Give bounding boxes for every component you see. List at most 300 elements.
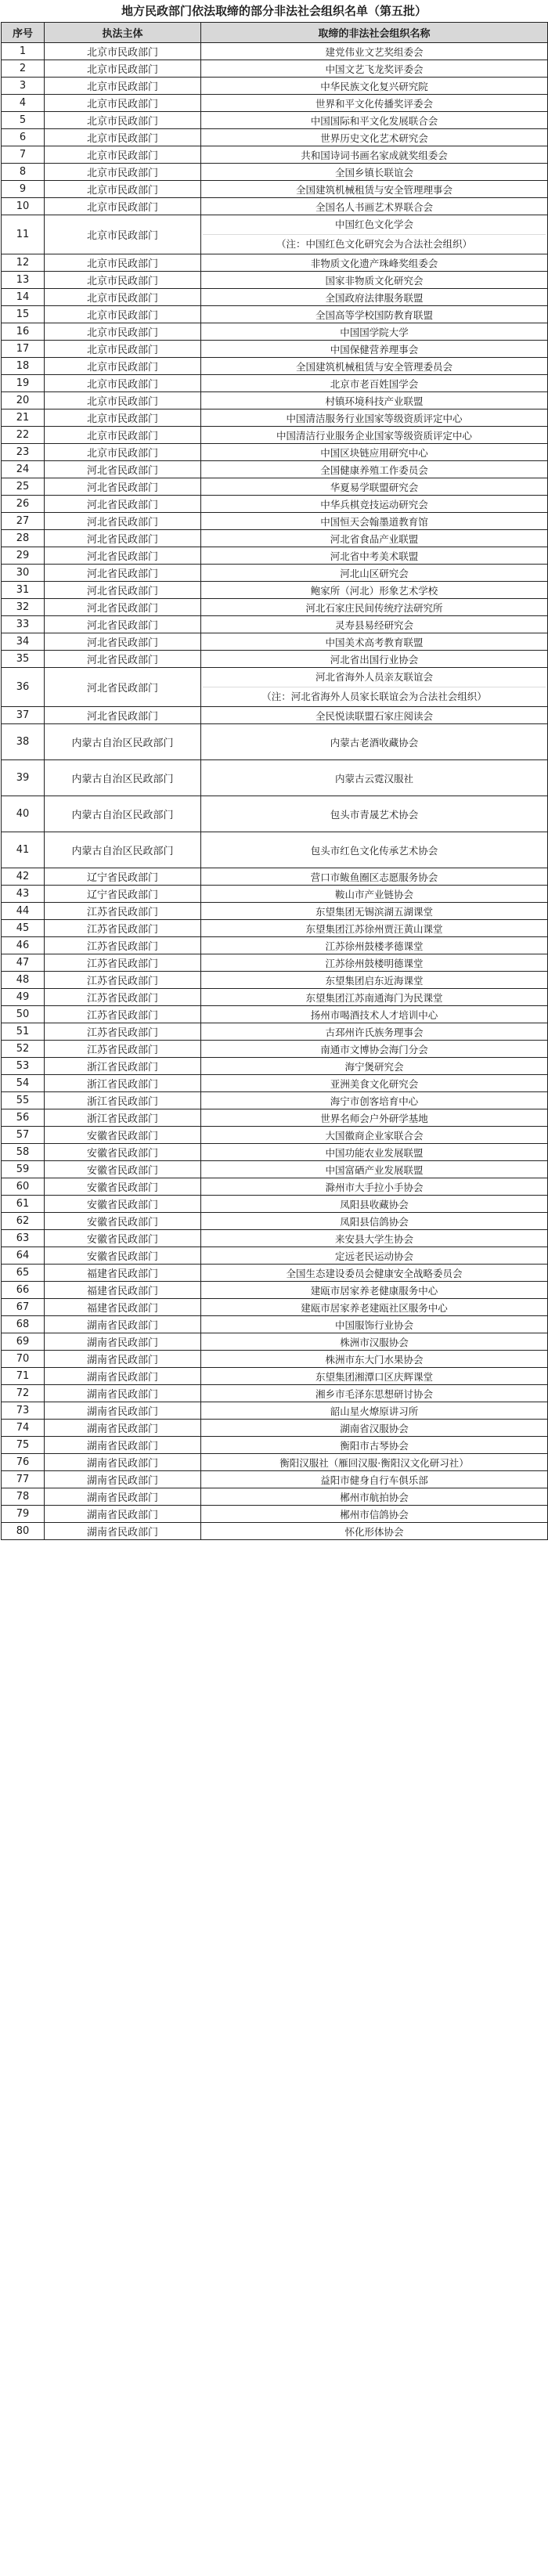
organization-name: 中国富硒产业发展联盟 <box>201 1161 548 1178</box>
enforcement-subject: 北京市民政部门 <box>45 95 201 112</box>
enforcement-subject: 安徽省民政部门 <box>45 1178 201 1196</box>
table-row <box>2 198 548 215</box>
row-number: 49 <box>2 989 45 1006</box>
enforcement-subject: 湖南省民政部门 <box>45 1333 201 1351</box>
row-number: 21 <box>2 409 45 427</box>
table-row <box>2 146 548 164</box>
row-number: 53 <box>2 1058 45 1075</box>
table-row <box>2 954 548 972</box>
row-number: 44 <box>2 903 45 920</box>
row-number: 66 <box>2 1282 45 1299</box>
organization-name: 郴州市航拍协会 <box>201 1488 548 1506</box>
table-row <box>2 1523 548 1540</box>
enforcement-subject: 江苏省民政部门 <box>45 1006 201 1023</box>
organization-name: 中国国学院大学 <box>201 323 548 341</box>
enforcement-subject: 内蒙古自治区民政部门 <box>45 832 201 868</box>
table-row <box>2 565 548 582</box>
enforcement-subject: 湖南省民政部门 <box>45 1316 201 1333</box>
enforcement-subject: 内蒙古自治区民政部门 <box>45 796 201 832</box>
row-number: 30 <box>2 565 45 582</box>
enforcement-subject: 河北省民政部门 <box>45 461 201 478</box>
organization-name: 中国清洁服务行业国家等级资质评定中心 <box>201 409 548 427</box>
row-number: 10 <box>2 198 45 215</box>
row-number: 20 <box>2 392 45 409</box>
enforcement-subject: 北京市民政部门 <box>45 409 201 427</box>
table-row <box>2 668 548 707</box>
organization-name: 包头市青晟艺术协会 <box>201 796 548 832</box>
row-number: 12 <box>2 254 45 272</box>
organization-name: 全国政府法律服务联盟 <box>201 289 548 306</box>
row-number: 56 <box>2 1109 45 1127</box>
organization-name: 世界历史文化艺术研究会 <box>201 129 548 146</box>
table-row <box>2 989 548 1006</box>
organization-name: 东望集团江苏徐州贾汪黄山课堂 <box>201 920 548 937</box>
organization-name: 中华民族文化复兴研究院 <box>201 78 548 95</box>
enforcement-subject: 湖南省民政部门 <box>45 1488 201 1506</box>
row-number: 37 <box>2 707 45 724</box>
organization-name: 全国建筑机械租赁与安全管理理事会 <box>201 181 548 198</box>
organization-name: 全民悦读联盟石家庄阅读会 <box>201 707 548 724</box>
table-row <box>2 707 548 724</box>
organization-name: 江苏徐州鼓楼明德课堂 <box>201 954 548 972</box>
enforcement-subject: 北京市民政部门 <box>45 444 201 461</box>
enforcement-subject: 湖南省民政部门 <box>45 1523 201 1540</box>
table-row <box>2 796 548 832</box>
organization-name: 大国徽商企业家联合会 <box>201 1127 548 1144</box>
row-number: 19 <box>2 375 45 392</box>
enforcement-subject: 北京市民政部门 <box>45 129 201 146</box>
enforcement-subject: 北京市民政部门 <box>45 306 201 323</box>
row-number: 55 <box>2 1092 45 1109</box>
enforcement-subject: 河北省民政部门 <box>45 651 201 668</box>
table-row <box>2 1109 548 1127</box>
table-row <box>2 1144 548 1161</box>
table-row <box>2 530 548 547</box>
row-number: 69 <box>2 1333 45 1351</box>
table-row <box>2 444 548 461</box>
organization-name: 中国红色文化学会 <box>334 218 413 230</box>
row-number: 3 <box>2 78 45 95</box>
enforcement-subject: 北京市民政部门 <box>45 289 201 306</box>
enforcement-subject: 江苏省民政部门 <box>45 1041 201 1058</box>
organization-name: 南通市文博协会海门分会 <box>201 1041 548 1058</box>
row-number: 18 <box>2 358 45 375</box>
table-row <box>2 1247 548 1265</box>
row-number: 65 <box>2 1265 45 1282</box>
organization-note: （注：中国红色文化研究会为合法社会组织） <box>203 234 546 254</box>
enforcement-subject: 河北省民政部门 <box>45 478 201 496</box>
row-number: 60 <box>2 1178 45 1196</box>
row-number: 31 <box>2 582 45 599</box>
table-row <box>2 724 548 760</box>
enforcement-subject: 河北省民政部门 <box>45 707 201 724</box>
organization-name: 中国美术高考教育联盟 <box>201 633 548 651</box>
organization-name: 河北省海外人员亲友联谊会 <box>315 671 433 683</box>
row-number: 50 <box>2 1006 45 1023</box>
table-row <box>2 1023 548 1041</box>
enforcement-subject: 湖南省民政部门 <box>45 1385 201 1402</box>
enforcement-subject: 安徽省民政部门 <box>45 1144 201 1161</box>
organization-name: 定远老民运动协会 <box>201 1247 548 1265</box>
organization-name: 村镇环境科技产业联盟 <box>201 392 548 409</box>
table-row <box>2 1437 548 1454</box>
table-row <box>2 582 548 599</box>
organization-name: 河北省中考美术联盟 <box>201 547 548 565</box>
table-row <box>2 358 548 375</box>
row-number: 71 <box>2 1368 45 1385</box>
row-number: 22 <box>2 427 45 444</box>
enforcement-subject: 辽宁省民政部门 <box>45 868 201 886</box>
enforcement-subject: 河北省民政部门 <box>45 513 201 530</box>
organization-name: 鲍家所（河北）形象艺术学校 <box>201 582 548 599</box>
row-number: 78 <box>2 1488 45 1506</box>
table-row <box>2 760 548 796</box>
row-number: 74 <box>2 1420 45 1437</box>
table-row <box>2 1506 548 1523</box>
row-number: 52 <box>2 1041 45 1058</box>
table-row <box>2 1420 548 1437</box>
organization-name: 世界名师会户外研学基地 <box>201 1109 548 1127</box>
organization-name: 内蒙古老酒收藏协会 <box>201 724 548 760</box>
row-number: 5 <box>2 112 45 129</box>
header-subject: 执法主体 <box>45 23 201 43</box>
table-row <box>2 1402 548 1420</box>
organization-name: 东望集团无锡滨湖五湖课堂 <box>201 903 548 920</box>
table-row <box>2 1075 548 1092</box>
table-row <box>2 215 548 254</box>
organization-name: 来安县大学生协会 <box>201 1230 548 1247</box>
table-row <box>2 1230 548 1247</box>
organization-cell <box>201 668 548 707</box>
table-row <box>2 496 548 513</box>
row-number: 68 <box>2 1316 45 1333</box>
row-number: 1 <box>2 43 45 60</box>
table-row <box>2 1454 548 1471</box>
enforcement-subject: 安徽省民政部门 <box>45 1161 201 1178</box>
organization-name: 建党伟业文艺奖组委会 <box>201 43 548 60</box>
table-row <box>2 547 548 565</box>
organization-name: 海宁煲研究会 <box>201 1058 548 1075</box>
organization-name: 凤阳县信鸽协会 <box>201 1213 548 1230</box>
table-row <box>2 112 548 129</box>
organization-name: 株洲市汉服协会 <box>201 1333 548 1351</box>
organization-name: 中国服饰行业协会 <box>201 1316 548 1333</box>
enforcement-subject: 安徽省民政部门 <box>45 1213 201 1230</box>
row-number: 23 <box>2 444 45 461</box>
row-number: 42 <box>2 868 45 886</box>
header-org: 取缔的非法社会组织名称 <box>201 23 548 43</box>
organization-name: 湖南省汉服协会 <box>201 1420 548 1437</box>
enforcement-subject: 湖南省民政部门 <box>45 1506 201 1523</box>
organization-name: 中国恒天会翰墨道教育馆 <box>201 513 548 530</box>
enforcement-subject: 安徽省民政部门 <box>45 1196 201 1213</box>
enforcement-subject: 北京市民政部门 <box>45 78 201 95</box>
table-row <box>2 651 548 668</box>
table-row <box>2 272 548 289</box>
enforcement-subject: 湖南省民政部门 <box>45 1402 201 1420</box>
enforcement-subject: 河北省民政部门 <box>45 633 201 651</box>
organization-name: 湘乡市毛泽东思想研讨协会 <box>201 1385 548 1402</box>
organization-name: 株洲市东大门水果协会 <box>201 1351 548 1368</box>
document-title: 地方民政部门依法取缔的部分非法社会组织名单（第五批） <box>121 4 427 18</box>
enforcement-subject: 安徽省民政部门 <box>45 1230 201 1247</box>
row-number: 61 <box>2 1196 45 1213</box>
enforcement-subject: 江苏省民政部门 <box>45 954 201 972</box>
table-row <box>2 972 548 989</box>
table-row <box>2 43 548 60</box>
enforcement-subject: 湖南省民政部门 <box>45 1454 201 1471</box>
organization-name: 河北省食品产业联盟 <box>201 530 548 547</box>
table-row <box>2 1488 548 1506</box>
organization-name: 建瓯市居家养老建瓯社区服务中心 <box>201 1299 548 1316</box>
table-row <box>2 1351 548 1368</box>
organization-name: 全国高等学校国防教育联盟 <box>201 306 548 323</box>
enforcement-subject: 福建省民政部门 <box>45 1265 201 1282</box>
table-row <box>2 1041 548 1058</box>
enforcement-subject: 北京市民政部门 <box>45 60 201 78</box>
table-row <box>2 1196 548 1213</box>
row-number: 75 <box>2 1437 45 1454</box>
row-number: 67 <box>2 1299 45 1316</box>
organization-name: 河北石家庄民间传统疗法研究所 <box>201 599 548 616</box>
organization-name: 海宁市创客培育中心 <box>201 1092 548 1109</box>
enforcement-subject: 浙江省民政部门 <box>45 1058 201 1075</box>
table-row <box>2 1058 548 1075</box>
table-row <box>2 1265 548 1282</box>
row-number: 13 <box>2 272 45 289</box>
organization-name: 东望集团启东近海课堂 <box>201 972 548 989</box>
row-number: 57 <box>2 1127 45 1144</box>
organization-name: 营口市鲅鱼圈区志愿服务协会 <box>201 868 548 886</box>
enforcement-subject: 河北省民政部门 <box>45 547 201 565</box>
organization-name: 全国健康养殖工作委员会 <box>201 461 548 478</box>
enforcement-subject: 北京市民政部门 <box>45 254 201 272</box>
enforcement-subject: 湖南省民政部门 <box>45 1471 201 1488</box>
organization-name: 全国名人书画艺术界联合会 <box>201 198 548 215</box>
table-row <box>2 903 548 920</box>
row-number: 39 <box>2 760 45 796</box>
table-row <box>2 306 548 323</box>
enforcement-subject: 河北省民政部门 <box>45 530 201 547</box>
table-row <box>2 1178 548 1196</box>
organization-name: 灵寿县易经研究会 <box>201 616 548 633</box>
row-number: 9 <box>2 181 45 198</box>
table-row <box>2 323 548 341</box>
enforcement-subject: 北京市民政部门 <box>45 198 201 215</box>
organization-name: 全国生态建设委员会健康安全战略委员会 <box>201 1265 548 1282</box>
row-number: 76 <box>2 1454 45 1471</box>
organization-name: 全国乡镇长联谊会 <box>201 164 548 181</box>
table-row <box>2 1127 548 1144</box>
organization-name: 中国区块链应用研究中心 <box>201 444 548 461</box>
enforcement-subject: 安徽省民政部门 <box>45 1127 201 1144</box>
organization-name: 非物质文化遗产珠峰奖组委会 <box>201 254 548 272</box>
organization-name: 凤阳县收藏协会 <box>201 1196 548 1213</box>
table-row <box>2 868 548 886</box>
table-row <box>2 633 548 651</box>
organization-name: 郴州市信鸽协会 <box>201 1506 548 1523</box>
enforcement-subject: 湖南省民政部门 <box>45 1368 201 1385</box>
enforcement-subject: 内蒙古自治区民政部门 <box>45 724 201 760</box>
table-header <box>2 23 548 43</box>
table-row <box>2 1316 548 1333</box>
row-number: 35 <box>2 651 45 668</box>
table-row <box>2 129 548 146</box>
table-row <box>2 478 548 496</box>
row-number: 79 <box>2 1506 45 1523</box>
table-row <box>2 1385 548 1402</box>
enforcement-subject: 北京市民政部门 <box>45 112 201 129</box>
table-row <box>2 1161 548 1178</box>
table-row <box>2 920 548 937</box>
row-number: 7 <box>2 146 45 164</box>
row-number: 73 <box>2 1402 45 1420</box>
organization-name: 衡阳市古琴协会 <box>201 1437 548 1454</box>
row-number: 11 <box>2 215 45 254</box>
organization-name: 东望集团江苏南通海门为民课堂 <box>201 989 548 1006</box>
organization-name: 世界和平文化传播奖评委会 <box>201 95 548 112</box>
row-number: 59 <box>2 1161 45 1178</box>
table-row <box>2 375 548 392</box>
enforcement-subject: 江苏省民政部门 <box>45 937 201 954</box>
row-number: 28 <box>2 530 45 547</box>
organization-name: 共和国诗词书画名家成就奖组委会 <box>201 146 548 164</box>
enforcement-subject: 江苏省民政部门 <box>45 920 201 937</box>
organization-name: 河北山区研究会 <box>201 565 548 582</box>
enforcement-subject: 湖南省民政部门 <box>45 1437 201 1454</box>
row-number: 54 <box>2 1075 45 1092</box>
row-number: 43 <box>2 886 45 903</box>
enforcement-subject: 北京市民政部门 <box>45 43 201 60</box>
row-number: 33 <box>2 616 45 633</box>
row-number: 17 <box>2 341 45 358</box>
organization-name: 益阳市健身自行车俱乐部 <box>201 1471 548 1488</box>
row-number: 4 <box>2 95 45 112</box>
organization-name: 华夏易学联盟研究会 <box>201 478 548 496</box>
table-row <box>2 1368 548 1385</box>
table-row <box>2 392 548 409</box>
organization-name: 古邳州许氏族务理事会 <box>201 1023 548 1041</box>
table-row <box>2 409 548 427</box>
row-number: 2 <box>2 60 45 78</box>
row-number: 32 <box>2 599 45 616</box>
organization-name: 江苏徐州鼓楼孝德课堂 <box>201 937 548 954</box>
enforcement-subject: 河北省民政部门 <box>45 496 201 513</box>
table-row <box>2 937 548 954</box>
enforcement-subject: 河北省民政部门 <box>45 616 201 633</box>
enforcement-subject: 湖南省民政部门 <box>45 1351 201 1368</box>
row-number: 38 <box>2 724 45 760</box>
table-row <box>2 254 548 272</box>
enforcement-subject: 北京市民政部门 <box>45 323 201 341</box>
organization-cell <box>201 215 548 254</box>
enforcement-subject: 浙江省民政部门 <box>45 1109 201 1127</box>
enforcement-subject: 辽宁省民政部门 <box>45 886 201 903</box>
organization-name: 中国功能农业发展联盟 <box>201 1144 548 1161</box>
enforcement-subject: 江苏省民政部门 <box>45 972 201 989</box>
row-number: 6 <box>2 129 45 146</box>
enforcement-subject: 北京市民政部门 <box>45 181 201 198</box>
enforcement-subject: 江苏省民政部门 <box>45 903 201 920</box>
table-row <box>2 60 548 78</box>
table-row <box>2 95 548 112</box>
table-row <box>2 181 548 198</box>
row-number: 29 <box>2 547 45 565</box>
table-row <box>2 513 548 530</box>
row-number: 24 <box>2 461 45 478</box>
enforcement-subject: 河北省民政部门 <box>45 599 201 616</box>
row-number: 25 <box>2 478 45 496</box>
organization-name: 中国清洁行业服务企业国家等级资质评定中心 <box>201 427 548 444</box>
row-number: 63 <box>2 1230 45 1247</box>
row-number: 8 <box>2 164 45 181</box>
table-row <box>2 1471 548 1488</box>
enforcement-subject: 河北省民政部门 <box>45 565 201 582</box>
enforcement-subject: 江苏省民政部门 <box>45 989 201 1006</box>
enforcement-subject: 北京市民政部门 <box>45 392 201 409</box>
row-number: 51 <box>2 1023 45 1041</box>
enforcement-subject: 湖南省民政部门 <box>45 1420 201 1437</box>
organization-name: 滁州市大手拉小手协会 <box>201 1178 548 1196</box>
table-row <box>2 599 548 616</box>
table-row <box>2 1333 548 1351</box>
table-body <box>2 43 548 1540</box>
enforcement-subject: 河北省民政部门 <box>45 582 201 599</box>
organization-name: 中国保健营养理事会 <box>201 341 548 358</box>
organization-name: 东望集团湘潭口区庆辉课堂 <box>201 1368 548 1385</box>
enforcement-subject: 浙江省民政部门 <box>45 1092 201 1109</box>
organization-name: 中国国际和平文化发展联合会 <box>201 112 548 129</box>
table-row <box>2 1299 548 1316</box>
organization-name: 中华兵棋竞技运动研究会 <box>201 496 548 513</box>
organization-name: 包头市红色文化传承艺术协会 <box>201 832 548 868</box>
enforcement-subject: 北京市民政部门 <box>45 215 201 254</box>
table-row <box>2 78 548 95</box>
table-row <box>2 461 548 478</box>
organization-table <box>1 22 548 1540</box>
organization-name: 扬州市喝酒技术人才培训中心 <box>201 1006 548 1023</box>
organization-name: 全国建筑机械租赁与安全管理委员会 <box>201 358 548 375</box>
enforcement-subject: 安徽省民政部门 <box>45 1247 201 1265</box>
row-number: 48 <box>2 972 45 989</box>
table-row <box>2 886 548 903</box>
row-number: 47 <box>2 954 45 972</box>
table-row <box>2 341 548 358</box>
row-number: 45 <box>2 920 45 937</box>
row-number: 64 <box>2 1247 45 1265</box>
enforcement-subject: 北京市民政部门 <box>45 272 201 289</box>
organization-name: 北京市老百姓国学会 <box>201 375 548 392</box>
table-row <box>2 1282 548 1299</box>
enforcement-subject: 内蒙古自治区民政部门 <box>45 760 201 796</box>
enforcement-subject: 福建省民政部门 <box>45 1282 201 1299</box>
enforcement-subject: 北京市民政部门 <box>45 341 201 358</box>
enforcement-subject: 北京市民政部门 <box>45 164 201 181</box>
organization-name: 河北省出国行业协会 <box>201 651 548 668</box>
organization-name: 鞍山市产业链协会 <box>201 886 548 903</box>
enforcement-subject: 北京市民政部门 <box>45 146 201 164</box>
row-number: 15 <box>2 306 45 323</box>
table-row <box>2 1006 548 1023</box>
row-number: 62 <box>2 1213 45 1230</box>
organization-name: 怀化形体协会 <box>201 1523 548 1540</box>
header-no: 序号 <box>2 23 45 43</box>
table-row <box>2 1213 548 1230</box>
organization-note: （注：河北省海外人员家长联谊会为合法社会组织） <box>203 687 546 706</box>
table-row <box>2 289 548 306</box>
row-number: 58 <box>2 1144 45 1161</box>
row-number: 14 <box>2 289 45 306</box>
